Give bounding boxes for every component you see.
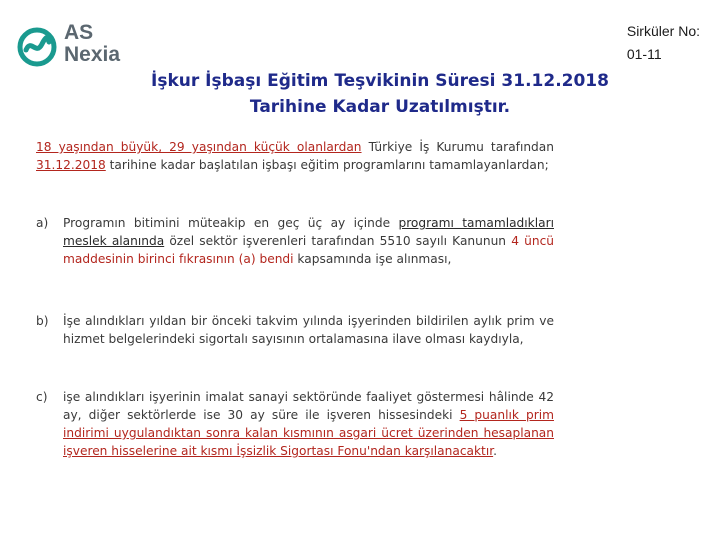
item-c-text	[63, 388, 554, 460]
item-c-text-2: .	[493, 444, 497, 458]
list-item-b	[36, 312, 554, 348]
item-a-label: a)	[36, 216, 49, 230]
item-c-text-1: işe alındıkları işyerinin imalat sanayi sektöründe faaliyet göstermesi hâlinde 42 ay, diğer sektörlerde ise 30 ay süre ile işveren hissesindeki	[63, 390, 554, 422]
nexia-logo-icon	[16, 26, 58, 68]
brand-line1: AS	[64, 21, 94, 44]
item-b-text: İşe alındıkları yıldan bir önceki takvim yılında işyerinden bildirilen aylık prim ve hizmet belgelerindeki sigortalı sayısının ortalamasına ilave olması kaydıyla,	[63, 314, 554, 346]
brand-name	[64, 22, 120, 66]
intro-paragraph	[36, 138, 554, 174]
item-a-underlined: programı tamamladıkları meslek alanında	[63, 216, 554, 248]
item-a-text-3: kapsamında işe alınması,	[293, 252, 452, 266]
item-c-underlined: 5 puanlık prim indirimi uygulandıktan sonra kalan kısmının asgari ücret üzerinden hesaplanan işveren hisselerine ait kısmı İşsizlik Sigortası Fonu'ndan karşılanacaktır	[63, 408, 554, 458]
item-a-text	[63, 214, 554, 268]
intro-text-2: tarihine kadar başlatılan işbaşı eğitim programlarını tamamlayanlardan;	[105, 158, 549, 172]
circular-value: 01-11	[626, 46, 662, 62]
item-c-label: c)	[36, 390, 48, 404]
deadline-date: 31.12.2018	[36, 158, 106, 172]
age-range-text: 18 yaşından büyük, 29 yaşından küçük olanlardan	[36, 140, 362, 154]
title-line1: İşkur İşbaşı Eğitim Teşvikinin Süresi 31.12.2018	[151, 71, 609, 91]
list-item-a	[36, 214, 554, 268]
circular-label: Sirküler No:	[626, 23, 700, 39]
title-line2: Tarihine Kadar Uzatılmıştır.	[249, 97, 511, 117]
brand-line2: Nexia	[64, 43, 121, 66]
item-b-label: b)	[36, 314, 49, 328]
brand-logo	[16, 22, 146, 72]
intro-text-1: Türkiye İş Kurumu tarafından	[361, 140, 554, 154]
item-a-law-reference: 4 üncü maddesinin birinci fıkrasının (a) bendi	[63, 234, 554, 266]
document-title	[120, 68, 640, 120]
list-item-c	[36, 388, 554, 460]
circular-number	[627, 20, 700, 66]
item-a-text-2: özel sektör işverenleri tarafından 5510 sayılı Kanunun	[164, 234, 512, 248]
item-a-text-1: Programın bitimini müteakip en geç üç ay içinde	[63, 216, 399, 230]
